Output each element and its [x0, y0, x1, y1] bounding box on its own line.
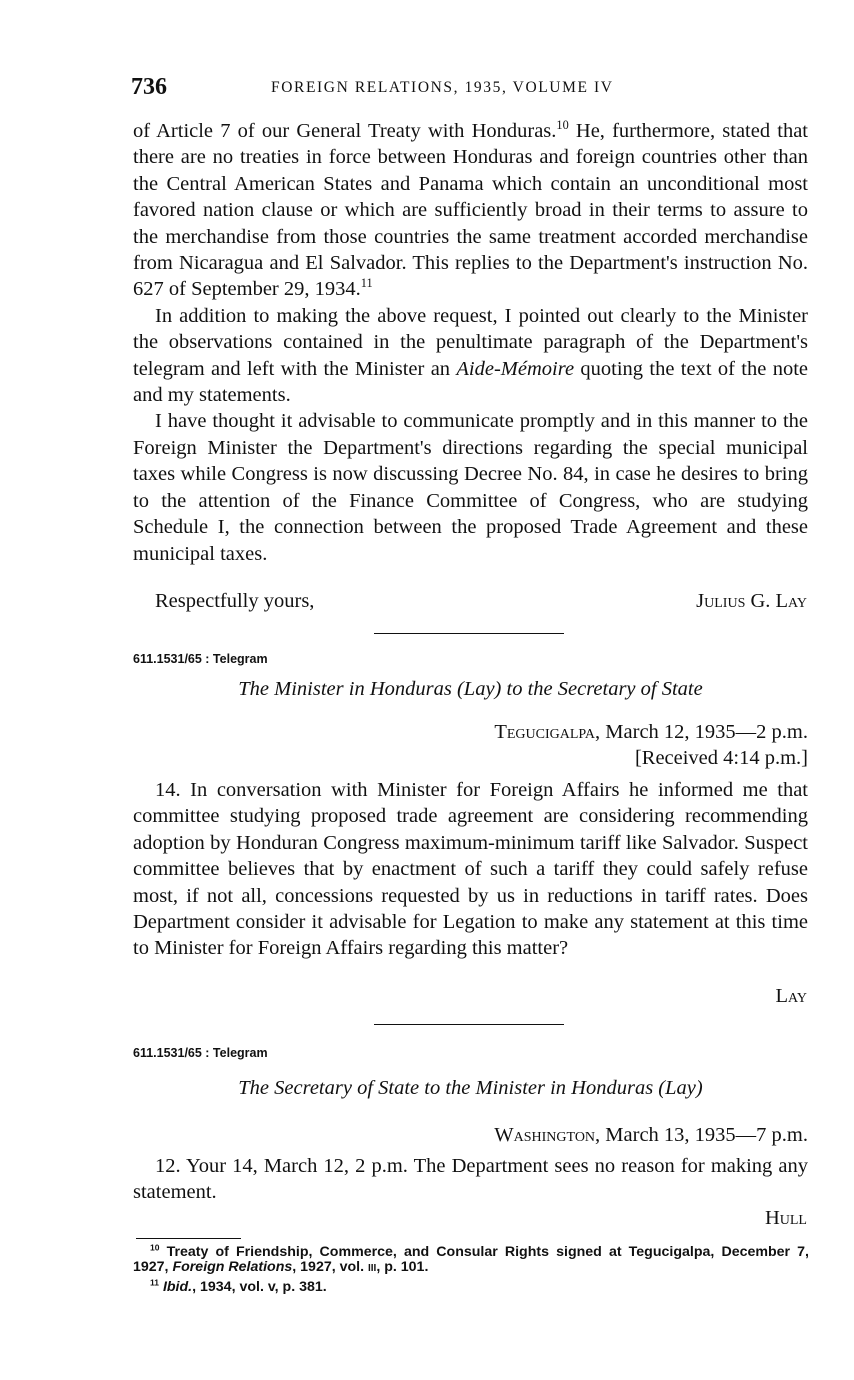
telegram-signature: Hull: [764, 1207, 807, 1229]
dateline: [494, 1124, 808, 1147]
heading-text: The Minister in Honduras: [238, 678, 457, 700]
section-divider: [374, 1024, 564, 1025]
document-heading: [133, 678, 808, 701]
letter-paragraph-1: [133, 118, 808, 303]
heading-paren: (Lay): [456, 678, 502, 700]
telegram-paragraph: 14. In conversation with Minister for Foreign Affairs he informed me that committee studying proposed trade agreement are considering recommending adoption by Honduran Congress maximum-minimum tariff like Salvador. Suspect committee believes that by enactment of such a tariff they could safely refuse most, if not all, concessions requested by us in reductions in tariff rates. Does Department consider it advisable for Legation to make any statement at this time to Minister for Foreign Affairs regarding this matter?: [133, 779, 808, 960]
telegram-signature: Lay: [775, 985, 807, 1007]
paragraph-text: quoting the text of the note and my statements.: [133, 357, 809, 407]
heading-text: to the Secretary of State: [501, 678, 703, 700]
page-number: 736: [131, 74, 167, 100]
file-reference: 611.1531/65 : Telegram: [133, 1046, 268, 1060]
paragraph-text: of Article 7 of our General Treaty with Honduras.: [133, 120, 557, 142]
footnote-text: , p. 101.: [376, 1259, 429, 1275]
footnote-volume: iii: [368, 1259, 377, 1275]
footnote-marker: 10: [150, 1242, 160, 1253]
footnote-ref-10: 10: [556, 118, 569, 133]
document-heading: [133, 1077, 808, 1100]
footnote-italic: Foreign Relations: [172, 1259, 293, 1275]
dateline-place: Washington,: [494, 1124, 601, 1146]
dateline-date: March 13, 1935—7 p.m.: [600, 1124, 808, 1146]
footnote-10: [133, 1242, 809, 1275]
italic-term: Aide-Mémoire: [456, 357, 575, 380]
letter-signature: Julius G. Lay: [696, 590, 807, 612]
letter-paragraph-2: [133, 303, 808, 409]
footnote-text: Treaty of Friendship, Commerce, and Consular Rights signed at Tegucigalpa, December 7, 1927,: [133, 1244, 809, 1275]
dateline: [494, 721, 808, 744]
paragraph-text: In addition to making the above request, I pointed out clearly to the Minister the observations contained in the penultimate paragraph of the Department's telegram and left with the Minister an: [133, 304, 808, 380]
dateline-place: Tegucigalpa,: [494, 721, 601, 743]
footnote-11: [150, 1277, 810, 1295]
footnote-text: , 1934, vol. v, p. 381.: [192, 1279, 327, 1295]
running-title: FOREIGN RELATIONS, 1935, VOLUME IV: [271, 79, 614, 96]
telegram-paragraph: 12. Your 14, March 12, 2 p.m. The Department sees no reason for making any statement.: [133, 1155, 808, 1204]
telegram-body: [133, 1153, 808, 1206]
footnote-marker: 11: [150, 1277, 159, 1288]
paragraph-text: He, furthermore, stated that there are no treaties in force between Honduras and foreign countries other than the Central American States and Panama which contain an unconditional most favored nation clause or which are sufficiently broad in their terms to assure to the merchandise from those countries the same treatment accorded merchandise from Nicaragua and El Salvador. This replies to the Department's instruction No. 627 of September 29, 1934.: [133, 120, 808, 301]
section-divider: [374, 633, 564, 634]
footnote-ref-11: 11: [360, 276, 373, 291]
footnote-italic: Ibid.: [162, 1279, 193, 1295]
heading-paren: (Lay): [658, 1077, 703, 1099]
received-line: [Received 4:14 p.m.]: [634, 747, 808, 769]
closing-line: Respectfully yours,: [155, 590, 315, 612]
telegram-body: [133, 777, 808, 962]
letter-body: [133, 118, 808, 567]
heading-text: The Secretary of State to the Minister in Honduras: [238, 1077, 659, 1099]
footnote-divider: [136, 1238, 241, 1239]
file-reference: 611.1531/65 : Telegram: [133, 652, 268, 666]
letter-paragraph-3: I have thought it advisable to communicate promptly and in this manner to the Foreign Minister the Department's directions regarding the special municipal taxes while Congress is now discussing Decree No. 84, in case he desires to bring to the attention of the Finance Committee of Congress, who are studying Schedule I, the connection between the proposed Trade Agreement and these municipal taxes.: [133, 410, 808, 565]
footnote-text: , 1927, vol.: [292, 1259, 368, 1275]
dateline-date: March 12, 1935—2 p.m.: [600, 721, 808, 743]
